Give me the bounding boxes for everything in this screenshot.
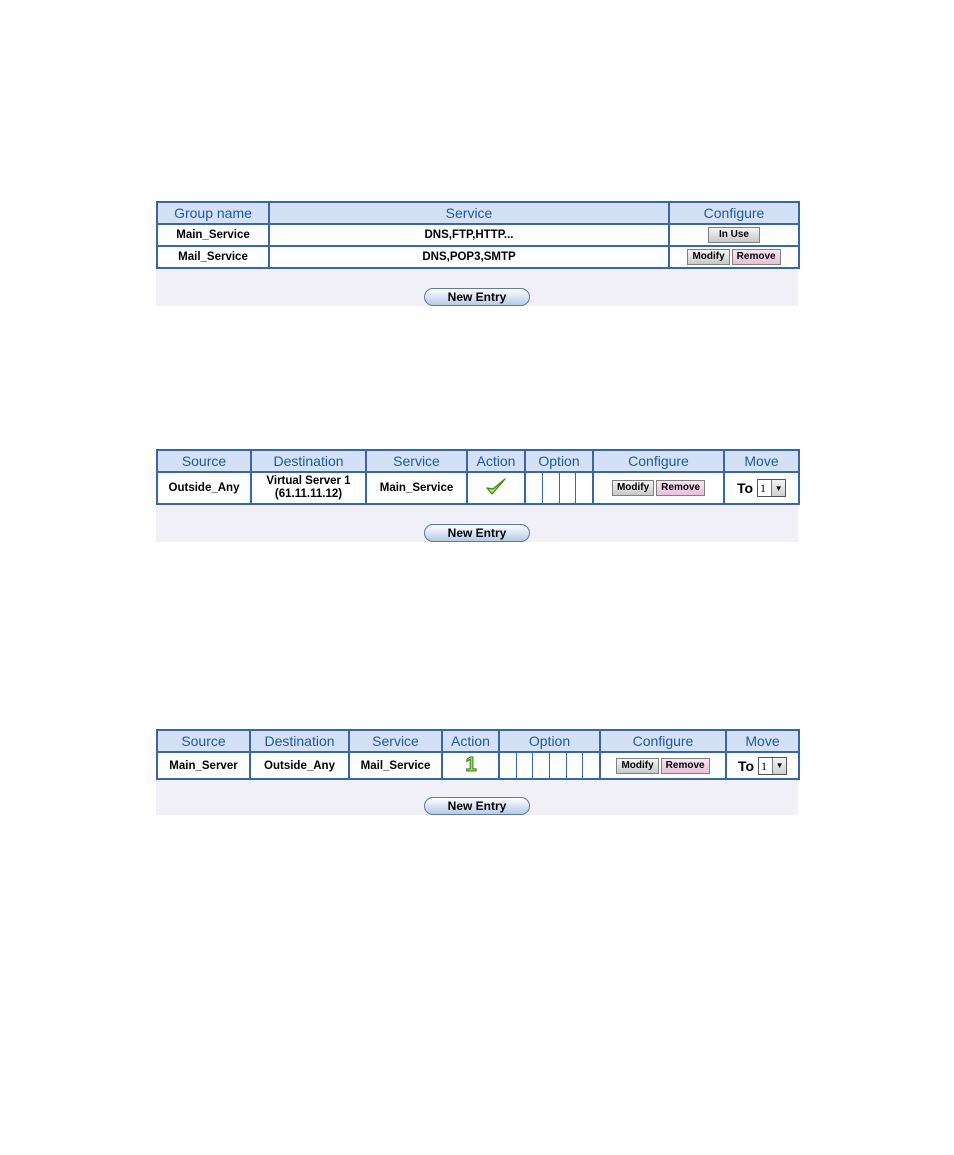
chevron-down-icon[interactable]: ▼: [772, 758, 786, 774]
table-row: [157, 752, 799, 779]
header-configure: Configure: [593, 450, 724, 472]
source-cell: Main_Server: [157, 752, 250, 779]
policy-table-1: [156, 449, 800, 505]
option-slot: [500, 753, 516, 778]
destination-cell: Outside_Any: [250, 752, 349, 779]
move-select-value: 1: [761, 758, 768, 773]
option-slot: [526, 473, 542, 503]
option-cell: [525, 472, 593, 504]
action-cell: [442, 752, 499, 779]
table-header-row: [157, 450, 799, 472]
option-slot: [516, 753, 533, 778]
move-cell: [724, 472, 799, 504]
group-name-cell: Mail_Service: [157, 246, 269, 268]
to-label: To: [736, 480, 754, 496]
remove-button[interactable]: Remove: [656, 480, 705, 496]
table-header-row: [157, 202, 799, 224]
option-slot: [575, 473, 592, 503]
check-icon: [485, 477, 507, 497]
remove-button[interactable]: Remove: [661, 758, 710, 774]
group-panel: [156, 201, 798, 306]
header-service: Service: [269, 202, 669, 224]
source-cell: Outside_Any: [157, 472, 251, 504]
policy-panel-1: [156, 449, 798, 542]
option-slot: [582, 753, 599, 778]
configure-cell: [593, 472, 724, 504]
move-control: [737, 479, 786, 497]
header-option: Option: [525, 450, 593, 472]
new-entry-button[interactable]: New Entry: [424, 797, 530, 815]
destination-ip: (61.11.11.12): [274, 488, 343, 500]
configure-cell: [600, 752, 726, 779]
modify-button[interactable]: Modify: [612, 480, 654, 496]
move-select-value: 1: [760, 481, 767, 495]
move-cell: [726, 752, 799, 779]
header-destination: Destination: [251, 450, 366, 472]
header-configure: Configure: [600, 730, 726, 752]
move-select[interactable]: [758, 757, 787, 775]
chevron-down-icon[interactable]: ▼: [771, 480, 785, 496]
header-action: Action: [442, 730, 499, 752]
remove-button[interactable]: Remove: [732, 249, 781, 265]
header-source: Source: [157, 450, 251, 472]
action-cell: [467, 472, 525, 504]
policy-panel-2: [156, 729, 798, 815]
move-select[interactable]: [757, 479, 786, 497]
header-source: Source: [157, 730, 250, 752]
action-glyph: 1: [464, 754, 477, 774]
table-row: [157, 224, 799, 246]
destination-cell: [251, 472, 366, 504]
new-entry-button[interactable]: New Entry: [424, 524, 530, 542]
option-slot: [566, 753, 583, 778]
configure-cell: [669, 224, 799, 246]
option-slot: [549, 753, 566, 778]
new-entry-button[interactable]: New Entry: [424, 288, 530, 306]
table-row: [157, 246, 799, 268]
header-action: Action: [467, 450, 525, 472]
modify-button[interactable]: Modify: [616, 758, 658, 774]
header-destination: Destination: [250, 730, 349, 752]
configure-cell: [669, 246, 799, 268]
header-service: Service: [349, 730, 442, 752]
option-cell: [499, 752, 600, 779]
service-cell: Main_Service: [366, 472, 467, 504]
group-name-cell: Main_Service: [157, 224, 269, 246]
option-slot: [559, 473, 576, 503]
option-slot: [542, 473, 559, 503]
destination-name: Virtual Server 1: [266, 475, 351, 487]
option-slots: [500, 753, 599, 778]
option-slot: [532, 753, 549, 778]
header-move: Move: [724, 450, 799, 472]
service-group-table: [156, 201, 800, 269]
service-cell: Mail_Service: [349, 752, 442, 779]
header-move: Move: [726, 730, 799, 752]
in-use-button[interactable]: In Use: [708, 227, 760, 243]
modify-button[interactable]: Modify: [687, 249, 729, 265]
policy-table-2: [156, 729, 800, 780]
service-cell: DNS,FTP,HTTP...: [269, 224, 669, 246]
table-header-row: [157, 730, 799, 752]
header-group-name: Group name: [157, 202, 269, 224]
option-slots: [526, 473, 592, 503]
to-label: To: [737, 757, 755, 774]
table-row: [157, 472, 799, 504]
service-cell: DNS,POP3,SMTP: [269, 246, 669, 268]
header-configure: Configure: [669, 202, 799, 224]
bandwidth-priority-one-icon: [463, 754, 479, 774]
header-option: Option: [499, 730, 600, 752]
header-service: Service: [366, 450, 467, 472]
move-control: [738, 757, 787, 775]
